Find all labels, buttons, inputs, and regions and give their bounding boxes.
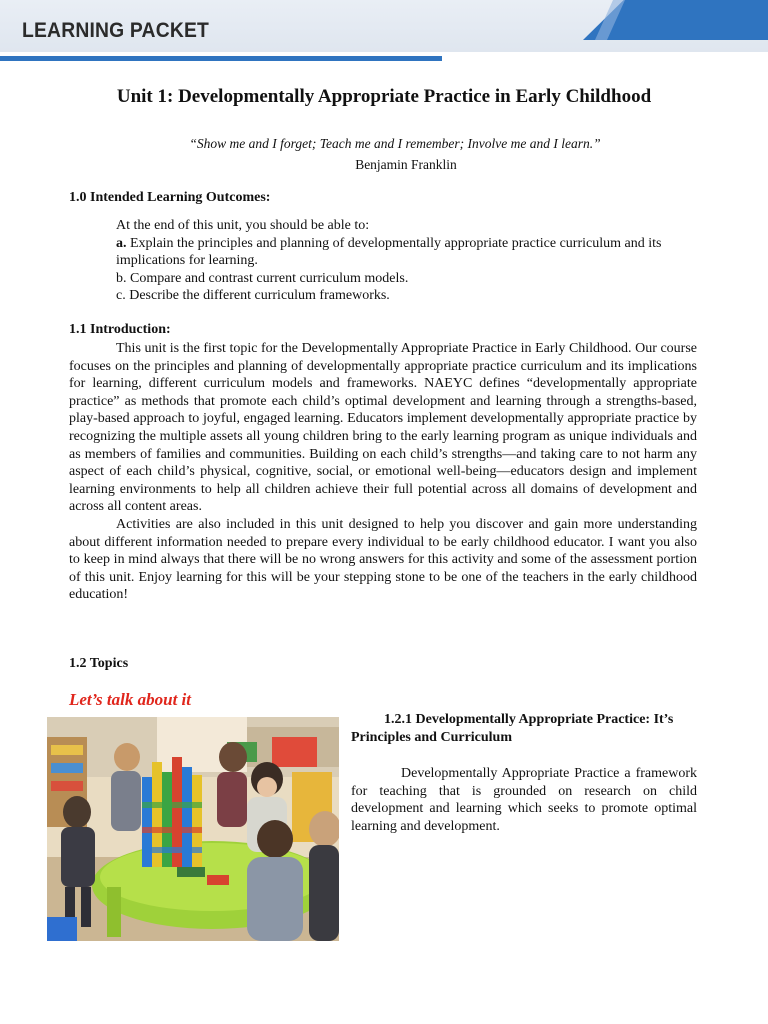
- outcome-text-b: Compare and contrast current curriculum models.: [126, 270, 409, 286]
- outcomes-intro: At the end of this unit, you should be able to:: [116, 218, 370, 233]
- outcome-marker-b: b.: [116, 270, 127, 286]
- outcome-marker-c: c.: [116, 288, 126, 304]
- topics-heading: 1.2 Topics: [69, 656, 129, 671]
- outcome-text-c: Describe the different curriculum frameworks.: [125, 288, 390, 304]
- unit-title: Unit 1: Developmentally Appropriate Practice in Early Childhood: [116, 86, 652, 107]
- outcomes-list: [116, 217, 706, 305]
- quote-author: Benjamin Franklin: [355, 157, 457, 172]
- lets-talk-heading: Let’s talk about it: [69, 690, 191, 709]
- introduction-paragraph-2: Activities are also included in this unit designed to help you discover and gain more understanding about different information needed to prepare every individual to be early childhood educator. I want you also to keep in mind always that there will be no wrong answers for this activity and some of the assessment portion of this unit. Enjoy learning for this will be your stepping stone to be one of the teachers in the early childhood education!: [69, 516, 697, 603]
- introduction-body: [69, 340, 697, 604]
- classroom-photo: [47, 717, 339, 941]
- outcome-item-a: [116, 235, 706, 270]
- header-underline: [0, 56, 442, 61]
- subtopic-text: Developmentally Appropriate Practice a framework for teaching that is grounded on research on child development and learning which seeks to promote optimal learning and development.: [351, 766, 697, 834]
- packet-title: LEARNING PACKET: [22, 19, 210, 42]
- outcome-item-c: [116, 287, 706, 305]
- outcome-marker-a: a.: [116, 235, 127, 251]
- subtopic-heading: 1.2.1 Developmentally Appropriate Practice: It’s Principles and Curriculum: [351, 712, 674, 745]
- outcome-item-b: [116, 270, 706, 288]
- quote-text: “Show me and I forget; Teach me and I remember; Involve me and I learn.”: [189, 136, 601, 151]
- introduction-heading: 1.1 Introduction:: [69, 322, 171, 337]
- outcomes-heading: 1.0 Intended Learning Outcomes:: [69, 190, 271, 205]
- introduction-paragraph-1: This unit is the first topic for the Developmentally Appropriate Practice in Early Childhood. Our course focuses on the principles and planning of developmentally appropriate practice curriculum and its implications for learning, different curriculum models and frameworks. NAEYC defines “developmentally appropriate practice” as methods that promote each child’s optimal development and learning through a strengths-based, play-based approach to joyful, engaged learning. Educators implement developmentally appropriate practice by recognizing the multiple assets all young children bring to the early learning program as unique individuals and as members of families and communities. Building on each child’s strengths—and taking care to not harm any aspect of each child’s physical, cognitive, social, or emotional well-being—educators design and implement learning environments to help all children achieve their full potential across all domains of development and across all content areas.: [69, 341, 697, 515]
- outcome-text-a: Explain the principles and planning of developmentally appropriate practice curriculum and its implications for learning.: [116, 235, 662, 269]
- header-band: [0, 0, 768, 52]
